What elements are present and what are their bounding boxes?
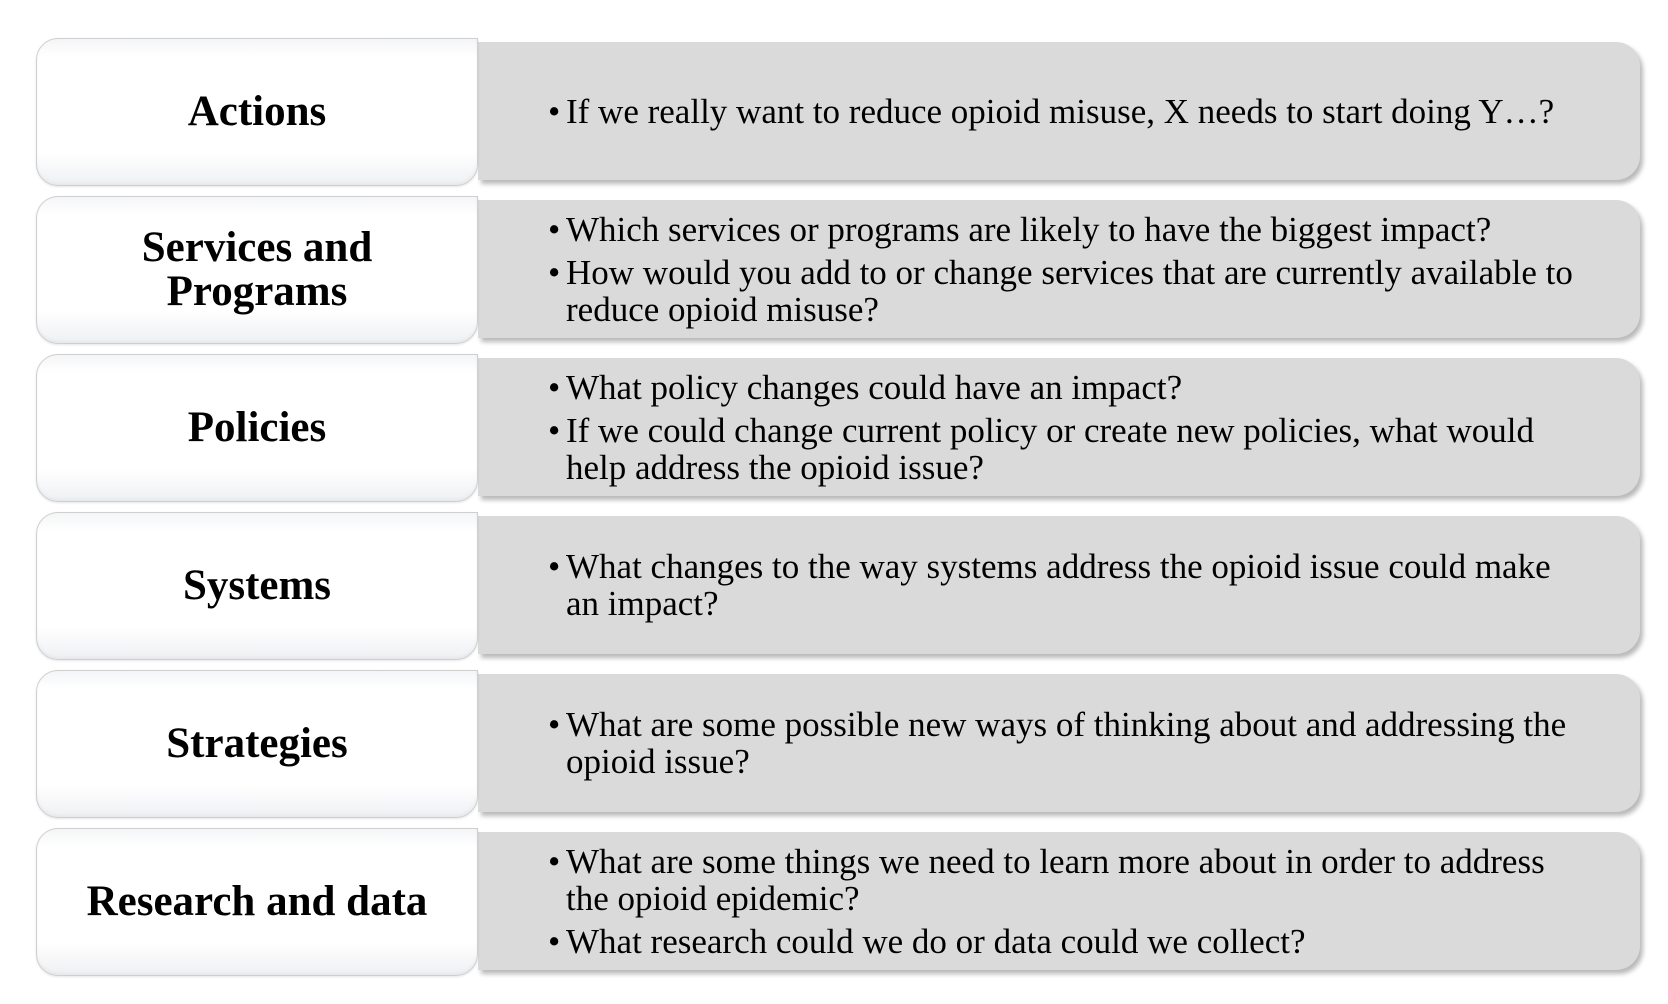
question-item: • What are some possible new ways of thinking about and addressing the opioid issue? — [548, 706, 1580, 780]
category-label: Systems — [182, 562, 332, 609]
question-box-strategies — [478, 674, 1640, 812]
category-label: Strategies — [166, 720, 348, 767]
row-services-and-programs — [36, 196, 1644, 344]
row-research-and-data — [36, 828, 1644, 976]
category-label: Research and data — [86, 878, 428, 925]
question-item: • Which services or programs are likely to have the biggest impact? — [548, 211, 1580, 248]
category-label: Actions — [187, 88, 327, 135]
question-item: • What research could we do or data could we collect? — [548, 923, 1580, 960]
question-item: • What changes to the way systems address the opioid issue could make an impact? — [548, 548, 1580, 622]
category-label: Policies — [187, 404, 327, 451]
row-policies — [36, 354, 1644, 502]
question-item: • What are some things we need to learn more about in order to address the opioid epidemic? — [548, 843, 1580, 917]
category-box-systems — [36, 512, 478, 660]
row-systems — [36, 512, 1644, 660]
question-item: • What policy changes could have an impact? — [548, 369, 1580, 406]
question-list — [478, 211, 1640, 328]
category-box-services-and-programs — [36, 196, 478, 344]
question-item: • If we could change current policy or create new policies, what would help address the opioid issue? — [548, 412, 1580, 486]
row-actions — [36, 38, 1644, 186]
question-box-actions — [478, 42, 1640, 180]
question-list — [478, 706, 1640, 780]
question-box-systems — [478, 516, 1640, 654]
category-box-research-and-data — [36, 828, 478, 976]
category-box-actions — [36, 38, 478, 186]
question-box-policies — [478, 358, 1640, 496]
category-box-policies — [36, 354, 478, 502]
category-label: Services and Programs — [141, 224, 373, 315]
question-item: • If we really want to reduce opioid misuse, X needs to start doing Y…? — [548, 93, 1580, 130]
question-list — [478, 93, 1640, 130]
question-list — [478, 548, 1640, 622]
category-box-strategies — [36, 670, 478, 818]
question-item: • How would you add to or change services that are currently available to reduce opioid misuse? — [548, 254, 1580, 328]
question-box-research-and-data — [478, 832, 1640, 970]
question-list — [478, 369, 1640, 486]
question-box-services-and-programs — [478, 200, 1640, 338]
question-list — [478, 843, 1640, 960]
row-strategies — [36, 670, 1644, 818]
